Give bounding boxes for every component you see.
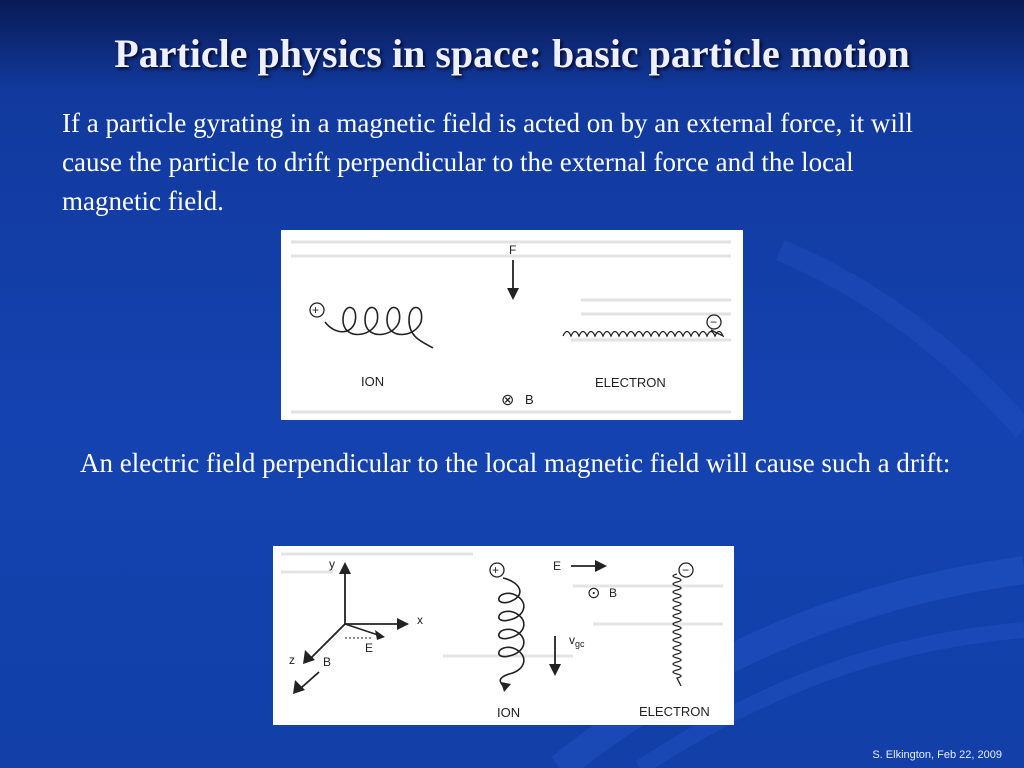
ion-gyration-path <box>499 578 524 688</box>
electron-gyration-path <box>673 574 681 686</box>
slide-footer: S. Elkington, Feb 22, 2009 <box>872 749 1002 761</box>
svg-text:+: + <box>492 563 500 577</box>
figure-force-drift <box>281 230 743 420</box>
y-axis-label: y <box>329 557 335 571</box>
svg-text:−: − <box>710 315 718 329</box>
electron-label: ELECTRON <box>595 375 666 390</box>
e-axis-label: E <box>365 641 374 655</box>
b-axis-label: B <box>323 655 332 669</box>
figure-exb-drift <box>273 546 734 725</box>
ion-label: ION <box>361 374 385 389</box>
slide-title: Particle physics in space: basic particle motion <box>114 31 910 76</box>
svg-text:−: − <box>682 563 690 577</box>
b-vector-arrow <box>301 672 319 688</box>
svg-text:+: + <box>312 303 320 317</box>
electron-gyration-path <box>563 330 723 336</box>
field-out-of-page-symbol: ⊙ <box>587 585 601 602</box>
b-field-label: B <box>609 586 618 600</box>
drift-velocity-label: $v_{gc}$ <box>569 633 585 649</box>
ion-gyration-path <box>325 307 433 348</box>
field-into-page-symbol: ⊗ <box>501 392 515 409</box>
ion-label: ION <box>497 705 521 720</box>
paragraph-electric-field: An electric field perpendicular to the local magnetic field will cause such a drift: <box>80 448 951 478</box>
force-label: F <box>509 243 517 257</box>
field-label: B <box>525 392 534 407</box>
x-axis-label: x <box>417 613 423 627</box>
z-axis-label: z <box>289 653 295 667</box>
e-vector-arrow <box>345 624 381 636</box>
electron-label: ELECTRON <box>639 704 710 719</box>
paragraph-drift-intro: If a particle gyrating in a magnetic field is acted on by an external force, it will cause the particle to drift perpendicular to the external force and the local magnetic field. <box>62 108 913 216</box>
e-field-label: E <box>553 559 562 573</box>
z-axis-arrow <box>311 624 345 658</box>
